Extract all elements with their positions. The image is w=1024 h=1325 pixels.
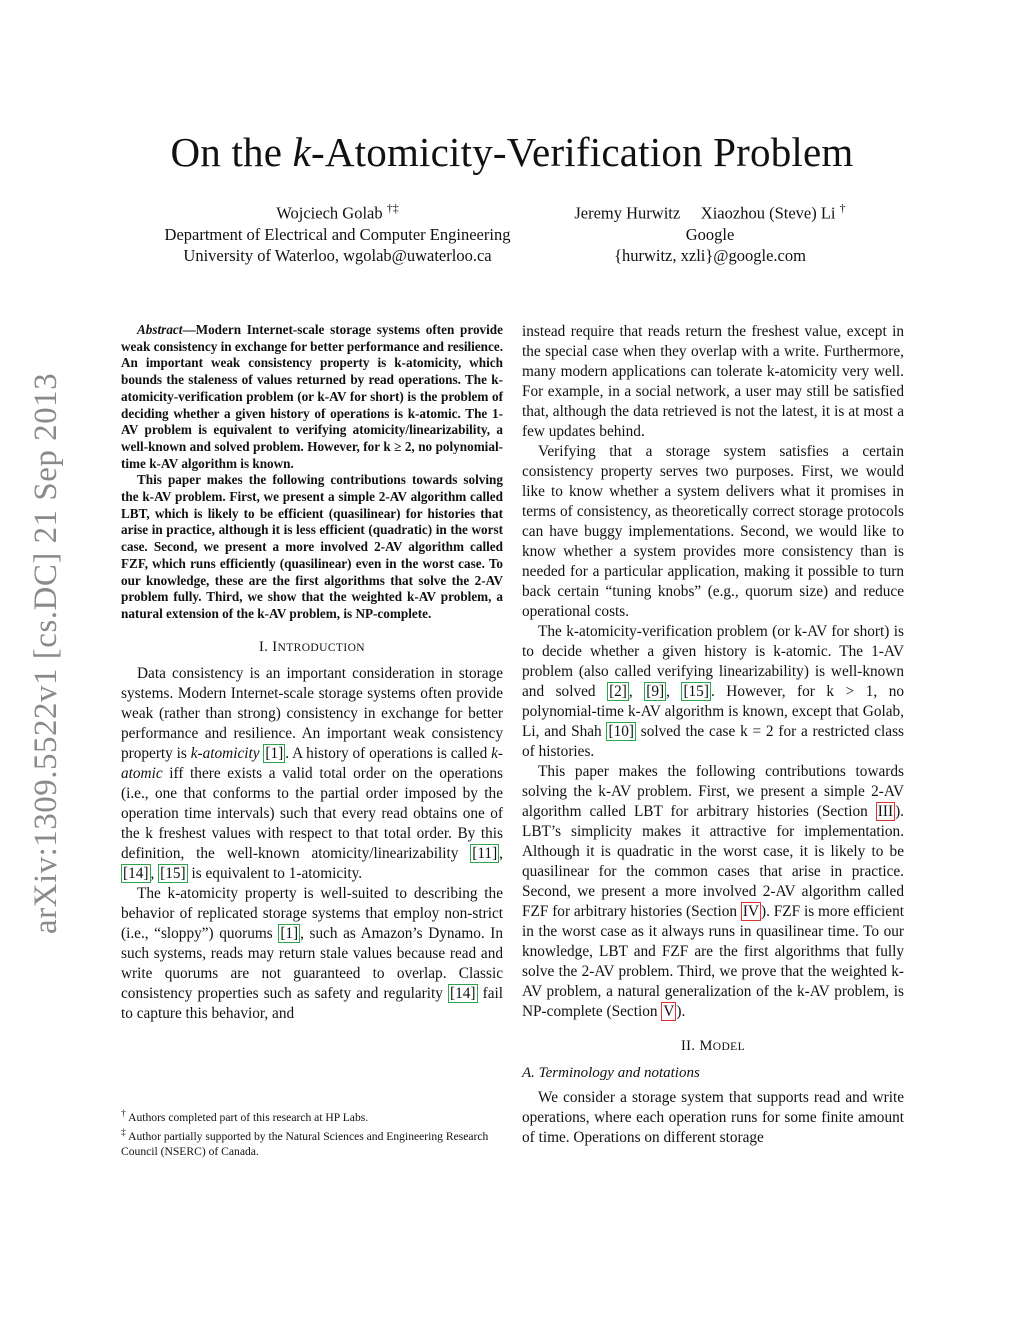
abstract-lead: Abstract bbox=[137, 322, 183, 337]
citation-link[interactable]: [1] bbox=[280, 924, 299, 942]
citation-link[interactable]: [1] bbox=[265, 744, 284, 762]
citation-link[interactable]: [15] bbox=[160, 864, 186, 882]
footnote-1: † Authors completed part of this research at HP Labs. bbox=[121, 1108, 369, 1124]
section-ref-link[interactable]: V bbox=[663, 1003, 675, 1020]
body-paragraph: We consider a storage system that supports read and write operations, where each operation runs for some finite amount of time. Operations on different storage bbox=[522, 1089, 904, 1146]
intro-paragraph-2: The k-atomicity property is well-suited to describing the behavior of replicated storage systems that employ non-strict (i.e., “sloppy”) quorums [1] , such as Amazon’s Dynamo. In such systems, reads may return stale values because read and write quorums are not guaranteed to overlap. Classic consistency properties such as safety and regularity [14] fail to capture this behavior, and bbox=[121, 884, 504, 1022]
abstract bbox=[121, 322, 503, 623]
intro-paragraph-1: Data consistency is an important consideration in storage systems. Modern Internet-scale storage systems often provide weak (rather than strong) consistency in exchange for better performance and resilience. An important weak consistency property is k-atomicity [1] . A history of operations is called k-atomic iff there exists a valid total order on the operations (i.e., one that conforms to the partial order imposed by the operation time intervals) such that every read obtains one of the k freshest values with respect to that total order. By this definition, the well-known atomicity/linearizability [11] , [14] , [15] is equivalent to 1-atomicity. bbox=[121, 664, 503, 882]
author-affiliation: Google bbox=[685, 224, 735, 244]
body-paragraph: The k-atomicity-verification problem (or k-AV for short) is to decide whether a given history is k-atomic. The 1-AV problem (also called verifying linearizability) is well-known and solved [2] , [9] , [15] . However, for k > 1, no polynomial-time k-AV algorithm is known, except that Golab, Li, and Shah [10] solved the case k = 2 for a restricted class of histories. bbox=[522, 623, 904, 760]
author-names: Jeremy Hurwitz Xiaozhou (Steve) Li bbox=[574, 203, 836, 223]
author-marks: † bbox=[839, 201, 846, 215]
author-affiliation: {hurwitz, xzli}@google.com bbox=[614, 245, 806, 265]
section-ref-link[interactable]: III bbox=[877, 803, 894, 820]
citation-link[interactable]: [15] bbox=[683, 683, 709, 700]
citation-link[interactable]: [11] bbox=[472, 844, 498, 862]
body-paragraph: This paper makes the following contributions towards solving the k-AV problem. First, we present a simple 2-AV algorithm called LBT for arbitrary histories (Section III ). LBT’s simplicity makes it attractive for implementation. Although it is quadratic in the worst case, it is likely to be quasilinear for the common cases that arise in practice. Second, we present a more involved 2-AV algorithm called FZF for arbitrary histories (Section IV ). FZF is more efficient in the worst case as it always runs in quasilinear time. To our knowledge, LBT and FZF are the first algorithms that fully solve the 2-AV problem. Third, we prove that the weighted k-AV problem, a natural generalization of the k-AV problem, is NP-complete (Section V ). bbox=[522, 763, 904, 1020]
author-name: Wojciech Golab bbox=[276, 203, 383, 223]
body-paragraph: instead require that reads return the freshest value, except in the special case when they overlap with a write. Furthermore, many modern applications can tolerate k-atomicity very well. For example, in a social network, a user may still be satisfied that, although the data retrieved is not the latest, it is at most a few updates behind. bbox=[522, 323, 904, 440]
citation-link[interactable]: [14] bbox=[123, 864, 149, 882]
author-block-golab bbox=[140, 198, 535, 266]
section-heading-model: II. MODEL bbox=[680, 1038, 746, 1054]
subsection-heading: A. Terminology and notations bbox=[522, 1065, 700, 1081]
citation-link[interactable]: [2] bbox=[609, 683, 627, 700]
left-column bbox=[121, 322, 503, 1024]
body-paragraph: Verifying that a storage system satisfies a certain consistency property serves two purposes. First, we would like to know whether a system delivers what it promises in terms of consistency, as theoretically correct storage protocols can have buggy implementations. Second, we would like to know whether a system provides more consistency than is needed for a particular application, making it possible to turn back certain “tuning knobs” (e.g., quorum size) and reduce operational costs. bbox=[522, 443, 904, 620]
citation-link[interactable]: [10] bbox=[608, 723, 634, 740]
author-affiliation: Department of Electrical and Computer Engineering bbox=[164, 224, 511, 244]
author-block-google bbox=[540, 198, 880, 266]
author-affiliation: University of Waterloo, wgolab@uwaterloo.ca bbox=[183, 245, 492, 265]
abstract-p1: —Modern Internet-scale storage systems often provide weak consistency in exchange for better performance and resilience. An important weak consistency property is k-atomicity, which bounds the staleness of values returned by read operations. The k-atomicity-verification problem (or k-AV for short) is the problem of deciding whether a given history of operations is k-atomic. The 1-AV problem is equivalent to verifying atomicity/linearizability, a well-known and solved problem. However, for k ≥ 2, no polynomial-time k-AV algorithm is known. bbox=[121, 322, 504, 471]
section-ref-link[interactable]: IV bbox=[742, 903, 760, 920]
citation-link[interactable]: [9] bbox=[646, 683, 665, 700]
section-heading-introduction: I. INTRODUCTION bbox=[259, 638, 365, 655]
footnote-2: ‡ Author partially supported by the Natural Sciences and Engineering Research Council (NSERC) of Canada. bbox=[121, 1126, 489, 1158]
right-column bbox=[522, 322, 904, 1148]
abstract-p2: This paper makes the following contributions towards solving the k-AV problem. First, we present a simple 2-AV algorithm called LBT, which is likely to be efficient (quasilinear) for histories that arise in practice, although it is less efficient (quadratic) in the worst case. Second, we present a more involved 2-AV algorithm called FZF, which runs efficiently (quasilinear) even in the worst case. To our knowledge, these are the first algorithms that solve the 2-AV problem fully. Third, we show that the weighted k-AV problem, a natural extension of the k-AV problem, is NP-complete. bbox=[121, 472, 503, 621]
author-marks: †‡ bbox=[386, 201, 399, 215]
footnotes bbox=[121, 1106, 503, 1159]
paper-title: On the k-Atomicity-Verification Problem bbox=[170, 129, 854, 175]
citation-link[interactable]: [14] bbox=[450, 984, 476, 1002]
